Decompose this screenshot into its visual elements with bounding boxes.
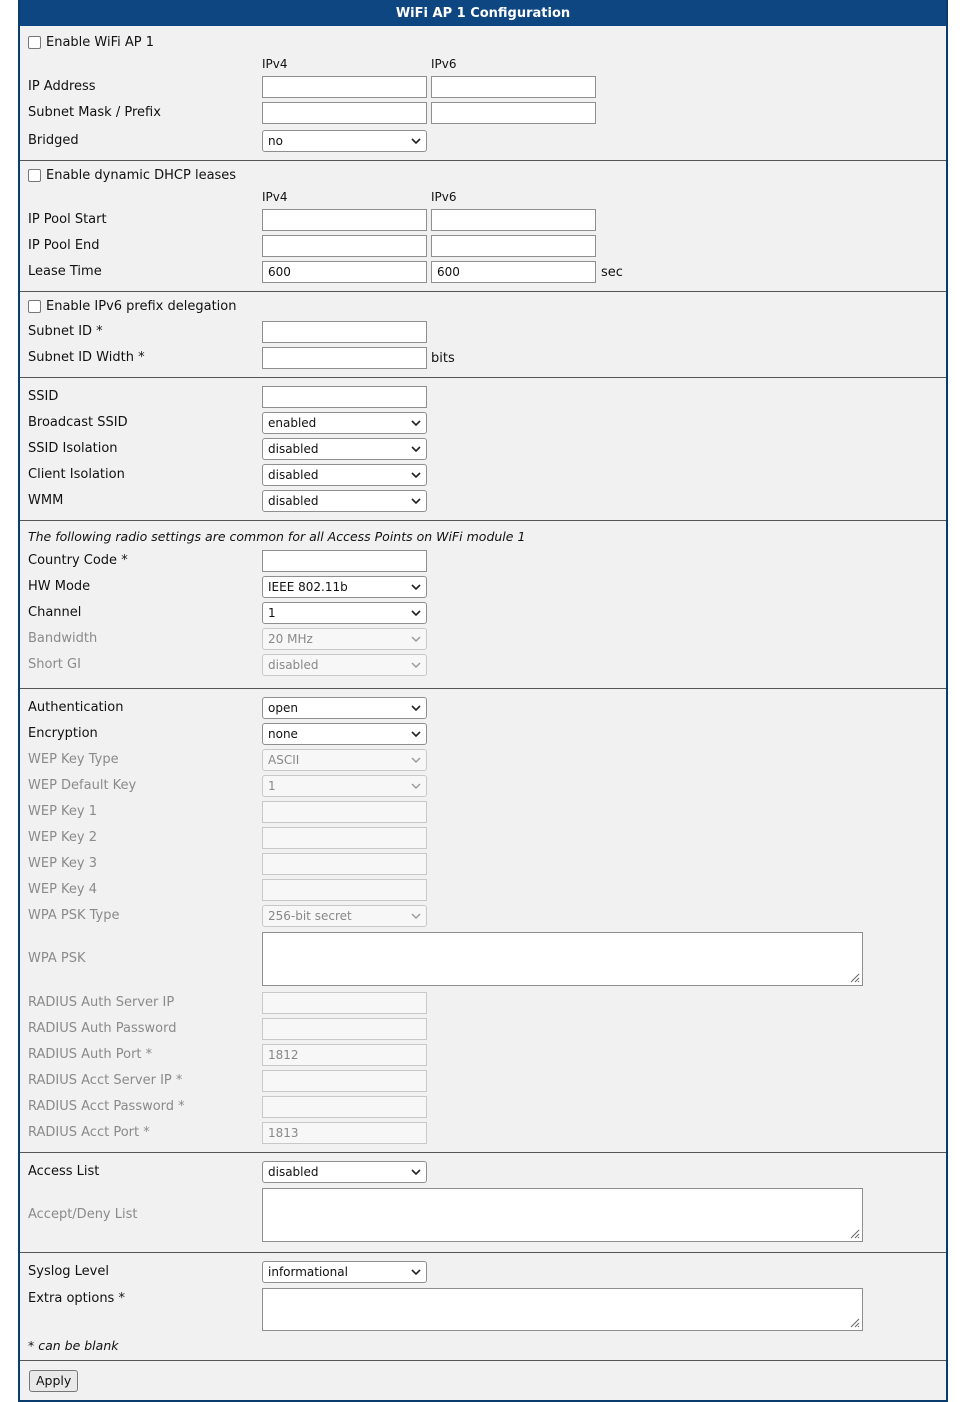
ip-address-ipv4-input[interactable] <box>262 76 427 98</box>
wep-default-key-value: 1 <box>268 779 276 793</box>
chevron-down-icon <box>411 659 421 671</box>
divider <box>20 520 946 521</box>
ssid-isolation-select[interactable] <box>262 438 427 460</box>
wep-key-1-input <box>262 801 427 823</box>
syslog-level-value: informational <box>268 1265 348 1279</box>
radius-acct-server-ip-input <box>262 1070 427 1092</box>
pool-end-ipv4-input[interactable] <box>262 235 427 257</box>
channel-select[interactable] <box>262 602 427 624</box>
checkbox-box[interactable] <box>28 300 41 313</box>
divider <box>20 1360 946 1361</box>
hw-mode-select[interactable] <box>262 576 427 598</box>
subnet-id-input[interactable] <box>262 321 427 343</box>
divider <box>20 160 946 161</box>
short-gi-value: disabled <box>268 658 319 672</box>
pool-start-ipv4-input[interactable] <box>262 209 427 231</box>
chevron-down-icon <box>411 702 421 714</box>
encryption-select[interactable] <box>262 723 427 745</box>
chevron-down-icon <box>411 417 421 429</box>
apply-button[interactable]: Apply <box>29 1370 78 1392</box>
wep-key-4-label: WEP Key 4 <box>28 882 98 897</box>
bandwidth-label: Bandwidth <box>28 631 98 646</box>
divider <box>20 1252 946 1253</box>
lease-time-ipv6-input[interactable]: 600 <box>431 261 596 283</box>
bridged-label: Bridged <box>28 133 79 148</box>
access-list-value: disabled <box>268 1165 319 1179</box>
channel-value: 1 <box>268 606 276 620</box>
ssid-isolation-value: disabled <box>268 442 319 456</box>
enable-prefix-delegation-label: Enable IPv6 prefix delegation <box>46 299 237 314</box>
authentication-value: open <box>268 701 298 715</box>
radius-auth-password-label: RADIUS Auth Password <box>28 1021 177 1036</box>
subnet-width-unit: bits <box>431 351 455 366</box>
ipv4-column-header: IPv4 <box>262 190 288 204</box>
radius-acct-port-input: 1813 <box>262 1122 427 1144</box>
wmm-select[interactable] <box>262 490 427 512</box>
divider <box>20 377 946 378</box>
channel-label: Channel <box>28 605 82 620</box>
radius-auth-password-input <box>262 1018 427 1040</box>
pool-start-ipv6-input[interactable] <box>431 209 596 231</box>
encryption-value: none <box>268 727 298 741</box>
wifi-ap-config-panel <box>18 0 948 1402</box>
hw-mode-label: HW Mode <box>28 579 91 594</box>
checkbox-box[interactable] <box>28 36 41 49</box>
ip-pool-start-label: IP Pool Start <box>28 212 107 227</box>
wep-key-2-label: WEP Key 2 <box>28 830 98 845</box>
resize-grip-icon[interactable] <box>848 1227 860 1239</box>
wpa-psk-type-label: WPA PSK Type <box>28 908 120 923</box>
chevron-down-icon <box>411 443 421 455</box>
ipv4-column-header: IPv4 <box>262 57 288 71</box>
radius-acct-server-ip-label: RADIUS Acct Server IP * <box>28 1073 183 1088</box>
ipv6-column-header: IPv6 <box>431 57 457 71</box>
accept-deny-list-textarea[interactable] <box>262 1188 863 1242</box>
client-isolation-label: Client Isolation <box>28 467 125 482</box>
ip-pool-end-label: IP Pool End <box>28 238 100 253</box>
enable-prefix-delegation-checkbox[interactable] <box>28 299 237 314</box>
syslog-level-label: Syslog Level <box>28 1264 109 1279</box>
bridged-select-value: no <box>268 134 283 148</box>
authentication-select[interactable] <box>262 697 427 719</box>
radius-auth-port-input: 1812 <box>262 1044 427 1066</box>
country-code-input[interactable] <box>262 550 427 572</box>
wep-key-type-value: ASCII <box>268 753 300 767</box>
broadcast-ssid-value: enabled <box>268 416 317 430</box>
short-gi-label: Short GI <box>28 657 81 672</box>
chevron-down-icon <box>411 728 421 740</box>
wpa-psk-type-select <box>262 905 427 927</box>
divider <box>20 688 946 689</box>
chevron-down-icon <box>411 780 421 792</box>
subnet-id-label: Subnet ID * <box>28 324 103 339</box>
access-list-label: Access List <box>28 1164 100 1179</box>
enable-dhcp-label: Enable dynamic DHCP leases <box>46 168 237 183</box>
short-gi-select <box>262 654 427 676</box>
enable-wifi-ap-checkbox[interactable] <box>28 35 154 50</box>
chevron-down-icon <box>411 495 421 507</box>
enable-dhcp-checkbox[interactable] <box>28 168 236 183</box>
ip-address-label: IP Address <box>28 79 96 94</box>
bandwidth-value: 20 MHz <box>268 632 313 646</box>
chevron-down-icon <box>411 135 421 147</box>
wmm-value: disabled <box>268 494 319 508</box>
subnet-id-width-input[interactable] <box>262 347 427 369</box>
chevron-down-icon <box>411 1166 421 1178</box>
divider <box>20 291 946 292</box>
wpa-psk-type-value: 256-bit secret <box>268 909 352 923</box>
bridged-select[interactable] <box>262 130 427 152</box>
chevron-down-icon <box>411 581 421 593</box>
wmm-label: WMM <box>28 493 64 508</box>
broadcast-ssid-select[interactable] <box>262 412 427 434</box>
lease-time-ipv4-input[interactable]: 600 <box>262 261 427 283</box>
can-be-blank-note: * can be blank <box>28 1338 119 1353</box>
encryption-label: Encryption <box>28 726 98 741</box>
enable-wifi-ap-label: Enable WiFi AP 1 <box>46 35 155 50</box>
lease-time-label: Lease Time <box>28 264 102 279</box>
chevron-down-icon <box>411 1266 421 1278</box>
accept-deny-list-label: Accept/Deny List <box>28 1207 138 1222</box>
chevron-down-icon <box>411 754 421 766</box>
wpa-psk-textarea[interactable] <box>262 932 863 986</box>
wep-key-2-input <box>262 827 427 849</box>
chevron-down-icon <box>411 607 421 619</box>
radius-auth-server-ip-label: RADIUS Auth Server IP <box>28 995 175 1010</box>
broadcast-ssid-label: Broadcast SSID <box>28 415 128 430</box>
resize-grip-icon[interactable] <box>848 971 860 983</box>
wep-key-3-label: WEP Key 3 <box>28 856 98 871</box>
wep-key-4-input <box>262 879 427 901</box>
extra-options-textarea[interactable] <box>262 1288 863 1331</box>
authentication-label: Authentication <box>28 700 124 715</box>
radius-acct-password-input <box>262 1096 427 1118</box>
divider <box>20 1152 946 1153</box>
wep-default-key-label: WEP Default Key <box>28 778 137 793</box>
wep-key-type-select <box>262 749 427 771</box>
ip-address-ipv6-input[interactable] <box>431 76 596 98</box>
wep-key-type-label: WEP Key Type <box>28 752 119 767</box>
subnet-id-width-label: Subnet ID Width * <box>28 350 145 365</box>
radius-acct-password-label: RADIUS Acct Password * <box>28 1099 185 1114</box>
client-isolation-value: disabled <box>268 468 319 482</box>
ssid-input[interactable] <box>262 386 427 408</box>
subnet-mask-ipv4-input[interactable] <box>262 102 427 124</box>
wep-key-3-input <box>262 853 427 875</box>
chevron-down-icon <box>411 469 421 481</box>
radio-settings-note: The following radio settings are common for all Access Points on WiFi module 1 <box>28 529 526 544</box>
subnet-prefix-ipv6-input[interactable] <box>431 102 596 124</box>
syslog-level-select[interactable] <box>262 1261 427 1283</box>
wep-key-1-label: WEP Key 1 <box>28 804 98 819</box>
bandwidth-select <box>262 628 427 650</box>
country-code-label: Country Code * <box>28 553 128 568</box>
radius-acct-port-label: RADIUS Acct Port * <box>28 1125 150 1140</box>
resize-grip-icon[interactable] <box>848 1316 860 1328</box>
subnet-mask-label: Subnet Mask / Prefix <box>28 105 161 120</box>
pool-end-ipv6-input[interactable] <box>431 235 596 257</box>
access-list-select[interactable] <box>262 1161 427 1183</box>
chevron-down-icon <box>411 910 421 922</box>
panel-title: WiFi AP 1 Configuration <box>20 0 946 26</box>
checkbox-box[interactable] <box>28 169 41 182</box>
client-isolation-select[interactable] <box>262 464 427 486</box>
ssid-label: SSID <box>28 389 59 404</box>
extra-options-label: Extra options * <box>28 1291 125 1306</box>
radius-auth-server-ip-input <box>262 992 427 1014</box>
wpa-psk-label: WPA PSK <box>28 951 86 966</box>
ssid-isolation-label: SSID Isolation <box>28 441 118 456</box>
chevron-down-icon <box>411 633 421 645</box>
lease-time-unit: sec <box>601 265 623 280</box>
wep-default-key-select <box>262 775 427 797</box>
hw-mode-value: IEEE 802.11b <box>268 580 348 594</box>
radius-auth-port-label: RADIUS Auth Port * <box>28 1047 153 1062</box>
ipv6-column-header: IPv6 <box>431 190 457 204</box>
